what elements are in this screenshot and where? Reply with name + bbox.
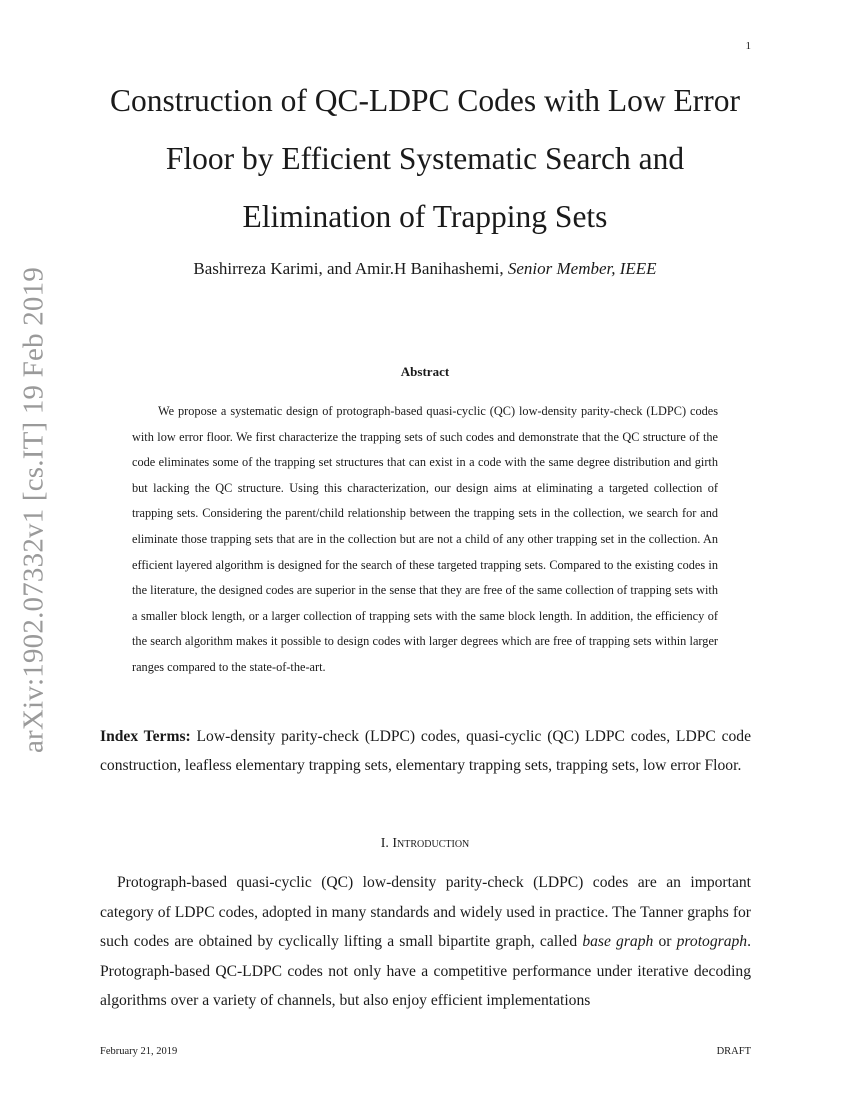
intro-term-base-graph: base graph — [582, 933, 654, 951]
footer-date: February 21, 2019 — [100, 1046, 178, 1057]
section-heading-introduction — [90, 836, 760, 852]
author-line — [90, 259, 760, 279]
intro-text-part1: Protograph-based quasi-cyclic (QC) low-density parity-check (LDPC) codes are an important category of LDPC codes, adopted in many standards and widely used in practice. The Tanner graphs for such codes are obtained by cyclically lifting a small bipartite graph, called — [100, 874, 751, 951]
index-terms — [100, 722, 751, 780]
section-title: Introduction — [392, 836, 470, 851]
index-terms-text: Low-density parity-check (LDPC) codes, quasi-cyclic (QC) LDPC codes, LDPC code construction, leafless elementary trapping sets, elementary trapping sets, trapping sets, low error Floor. — [100, 728, 752, 774]
intro-text-part3: . Protograph-based QC-LDPC codes not only have a competitive performance under iterative decoding algorithms over a variety of channels, but also enjoy efficient implementations — [100, 933, 751, 1010]
section-number: I. — [380, 836, 389, 851]
arxiv-identifier-stamp: arXiv:1902.07332v1 [cs.IT] 19 Feb 2019 — [17, 266, 50, 754]
abstract-text: We propose a systematic design of protograph-based quasi-cyclic (QC) low-density parity-check (LDPC) codes with low error floor. We first characterize the trapping sets of such codes and demonstrate that the QC structure of the code eliminates some of the trapping set structures that can exist in a code with the same degree distribution and girth but lacking the QC structure. Using this characterization, our design aims at eliminating a targeted collection of trapping sets. Considering the parent/child relationship between the trapping sets in the collection, we search for and eliminate those trapping sets that are in the collection but are not a child of any other trapping set in the collection. An efficient layered algorithm is designed for the search of these targeted trapping sets. Compared to the existing codes in the literature, the designed codes are superior in the sense that they are free of the same collection of trapping sets with a smaller block length, or a larger collection of trapping sets with the same block length. In addition, the efficiency of the search algorithm makes it possible to design codes with larger degrees which are free of trapping sets within larger ranges compared to the state-of-the-art. — [132, 404, 718, 674]
abstract-heading: Abstract — [400, 364, 450, 379]
author-membership: Senior Member, IEEE — [507, 259, 657, 278]
page-number: 1 — [745, 40, 751, 52]
paper-title: Construction of QC-LDPC Codes with Low Error Floor by Efficient Systematic Search and Elimination of Trapping Sets — [110, 83, 740, 234]
footer-draft-label: DRAFT — [716, 1046, 751, 1057]
author-names: Bashirreza Karimi, and Amir.H Banihashemi, — [193, 259, 504, 278]
index-terms-label: Index Terms: — [100, 728, 191, 745]
introduction-paragraph — [100, 868, 751, 1016]
intro-term-protograph: protograph — [676, 933, 748, 951]
intro-text-part2: or — [653, 933, 677, 951]
